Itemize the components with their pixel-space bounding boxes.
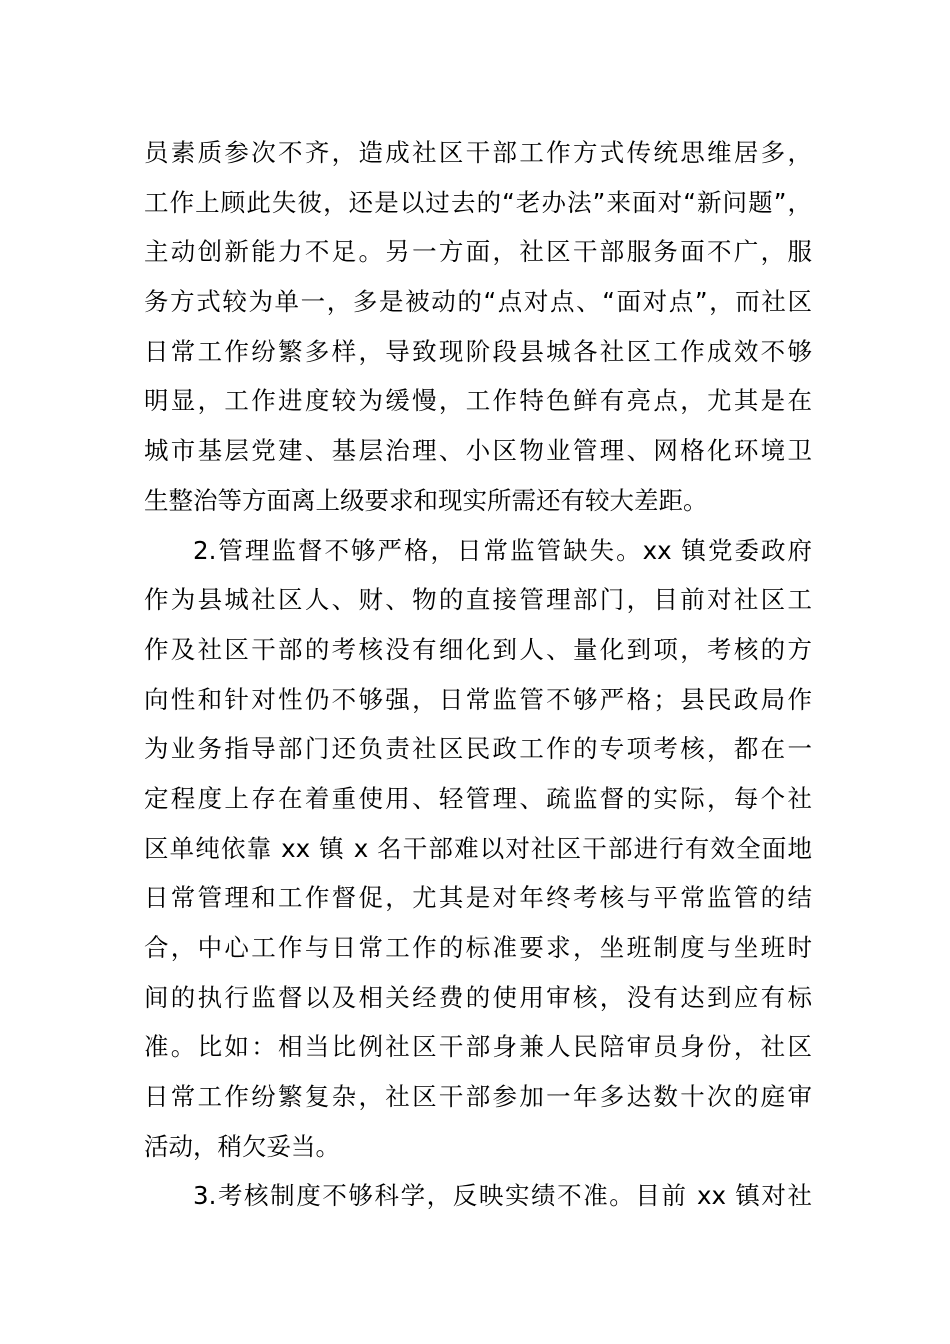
text-line: 务方式较为单一，多是被动的“点对点、“面对点”，而社区 bbox=[144, 287, 812, 317]
text-line: 作为县城社区人、财、物的直接管理部门，目前对社区工 bbox=[144, 585, 812, 615]
paragraph-heading-3: 3.考核制度不够科学，反映实绩不准。目前 xx 镇对社 bbox=[193, 1181, 812, 1211]
text-line: 日常工作纷繁多样，导致现阶段县城各社区工作成效不够 bbox=[144, 336, 812, 366]
text-line: 日常工作纷繁复杂，社区干部参加一年多达数十次的庭审 bbox=[144, 1082, 812, 1112]
text-line: 明显，工作进度较为缓慢，工作特色鲜有亮点，尤其是在 bbox=[144, 386, 812, 416]
text-line: 主动创新能力不足。另一方面，社区干部服务面不广，服 bbox=[144, 237, 812, 267]
document-body bbox=[144, 128, 812, 1221]
text-line: 员素质参次不齐，造成社区干部工作方式传统思维居多， bbox=[144, 138, 812, 167]
text-line: 定程度上存在着重使用、轻管理、疏监督的实际，每个社 bbox=[144, 783, 812, 813]
paragraph-heading-2: 2.管理监督不够严格，日常监管缺失。xx 镇党委政府 bbox=[193, 535, 812, 565]
text-line: 区单纯依靠 xx 镇 x 名干部难以对社区干部进行有效全面地 bbox=[144, 833, 812, 863]
text-line: 间的执行监督以及相关经费的使用审核，没有达到应有标 bbox=[144, 982, 812, 1012]
text-line: 作及社区干部的考核没有细化到人、量化到项，考核的方 bbox=[144, 634, 812, 664]
text-line: 城市基层党建、基层治理、小区物业管理、网格化环境卫 bbox=[144, 436, 812, 466]
text-line: 向性和针对性仍不够强，日常监管不够严格；县民政局作 bbox=[144, 684, 812, 714]
text-line: 生整治等方面离上级要求和现实所需还有较大差距。 bbox=[144, 485, 708, 515]
text-line: 活动，稍欠妥当。 bbox=[144, 1131, 340, 1161]
text-line: 日常管理和工作督促，尤其是对年终考核与平常监管的结 bbox=[144, 883, 812, 913]
text-line: 为业务指导部门还负责社区民政工作的专项考核，都在一 bbox=[144, 734, 812, 764]
text-line: 合，中心工作与日常工作的标准要求，坐班制度与坐班时 bbox=[144, 933, 812, 962]
text-line: 工作上顾此失彼，还是以过去的“老办法”来面对“新问题”， bbox=[144, 187, 812, 217]
text-line: 准。比如：相当比例社区干部身兼人民陪审员身份，社区 bbox=[144, 1032, 812, 1062]
